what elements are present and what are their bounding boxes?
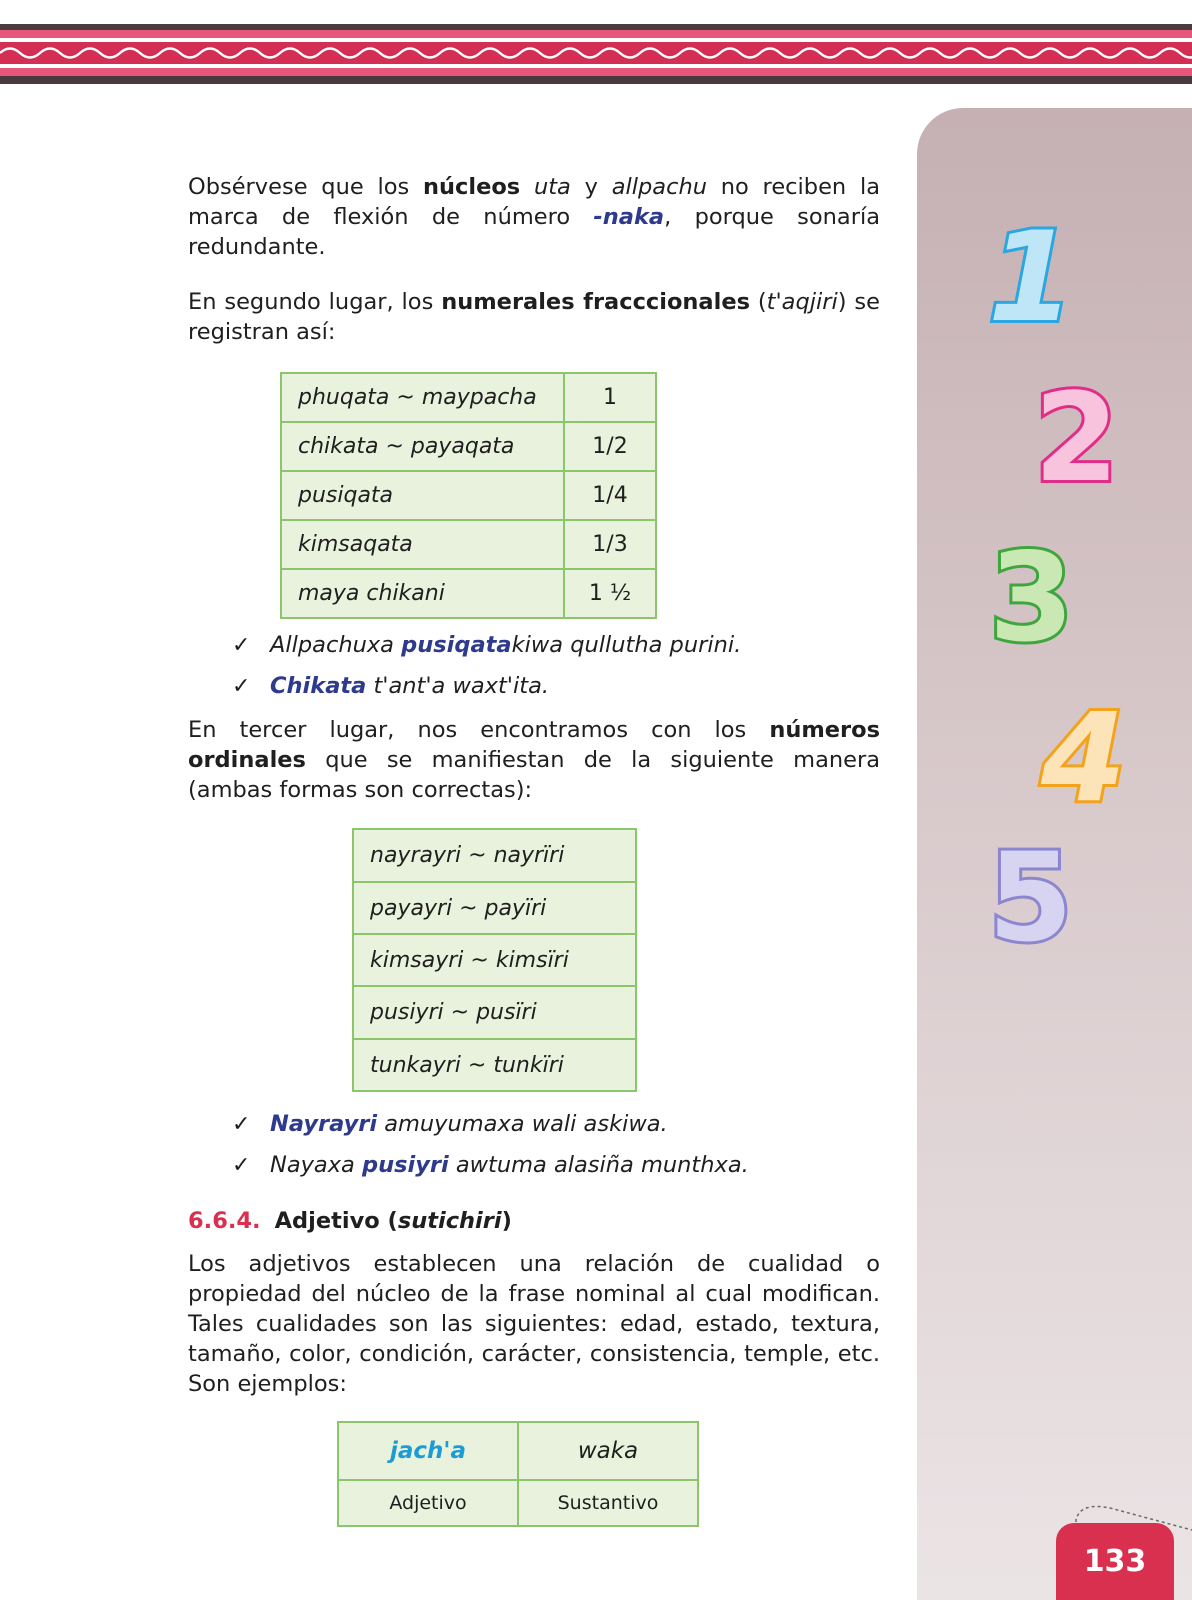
- section-number: 6.6.4.: [188, 1208, 261, 1234]
- table-cell: pusiqata: [281, 471, 564, 520]
- table-cell: maya chikani: [281, 569, 564, 618]
- text: awtuma alasiña munthxa.: [448, 1152, 749, 1178]
- table-cell: 1/3: [564, 520, 656, 569]
- paragraph-fraccionales: [188, 287, 880, 347]
- table-row: [353, 1039, 636, 1091]
- italic-term: allpachu: [611, 174, 707, 200]
- text: Nayaxa: [270, 1152, 362, 1178]
- paragraph-ordinales: [188, 715, 880, 805]
- table-cell: phuqata ~ maypacha: [281, 373, 564, 422]
- table-row: [281, 569, 656, 618]
- table-cell: tunkayri ~ tunkïri: [353, 1039, 636, 1091]
- section-title-text: Adjetivo (: [274, 1208, 398, 1234]
- highlight-term: pusiyri: [361, 1152, 449, 1178]
- main-content: [188, 172, 880, 1527]
- table-cell: nayrayri ~ nayrïri: [353, 829, 636, 882]
- check-icon: ✓: [232, 674, 251, 699]
- text: (: [749, 289, 767, 315]
- table-row: [353, 829, 636, 882]
- table-cell: chikata ~ payaqata: [281, 422, 564, 471]
- section-heading: [188, 1208, 880, 1234]
- list-item: [188, 1104, 880, 1145]
- examples-list-fractions: [188, 625, 880, 707]
- table-cell: [338, 1422, 518, 1480]
- table-cell: Adjetivo: [338, 1480, 518, 1526]
- check-icon: ✓: [232, 633, 251, 658]
- table-row: [281, 471, 656, 520]
- table-row: [281, 520, 656, 569]
- check-icon: ✓: [232, 1153, 251, 1178]
- table-row: [353, 882, 636, 934]
- table-cell: pusiyri ~ pusïri: [353, 986, 636, 1039]
- text: En tercer lugar, nos encontramos con los: [188, 717, 770, 743]
- table-cell: kimsaqata: [281, 520, 564, 569]
- section-title-italic: sutichiri: [397, 1208, 502, 1234]
- sidebar-number-2: [1030, 367, 1130, 510]
- table-row: [338, 1480, 698, 1526]
- paragraph-adjetivos: Los adjetivos establecen una relación de cualidad o propiedad del núcleo de la frase nominal al cual modifican. Tales cualidades son las siguientes: edad, estado, textura, tamaño, color, condición, carácter, consistencia, temple, etc. Son ejemplos:: [188, 1251, 880, 1397]
- highlight-term: Chikata: [270, 673, 367, 699]
- bold-term: números ordinales: [188, 717, 880, 773]
- page-number: 133: [1083, 1544, 1147, 1579]
- noun-word: waka: [577, 1438, 639, 1464]
- table-cell: 1: [564, 373, 656, 422]
- italic-term: uta: [533, 174, 571, 200]
- table-cell: 1 ½: [564, 569, 656, 618]
- highlight-term: Nayrayri: [270, 1111, 378, 1137]
- text: Allpachuxa: [270, 632, 402, 658]
- sidebar-number-5: [984, 827, 1084, 970]
- highlight-term: pusiqata: [401, 632, 512, 658]
- ordinals-table: [352, 828, 637, 1092]
- table-row: [281, 373, 656, 422]
- table-cell: 1/4: [564, 471, 656, 520]
- text: kiwa qullutha purini.: [511, 632, 742, 658]
- svg-text:4: 4: [1041, 687, 1126, 829]
- table-cell: [518, 1422, 698, 1480]
- svg-text:3: 3: [989, 527, 1074, 669]
- sidebar-number-1: [984, 206, 1075, 350]
- text: t'ant'a waxt'ita.: [366, 673, 550, 699]
- text: y: [570, 174, 612, 200]
- text: que se manifiestan de la siguiente manera (ambas formas son correctas):: [188, 747, 880, 803]
- text: amuyumaxa wali askiwa.: [377, 1111, 668, 1137]
- text: no reciben la marca de flexión de número: [188, 174, 880, 230]
- sidebar-number-4: [1037, 687, 1137, 830]
- table-cell: 1/2: [564, 422, 656, 471]
- text: Obsérvese que los: [188, 174, 423, 200]
- bold-term: numerales fracccionales: [441, 289, 750, 315]
- table-cell: Sustantivo: [518, 1480, 698, 1526]
- paragraph-nucleos: [188, 172, 880, 262]
- adjective-word: jach'a: [390, 1438, 466, 1464]
- woven-border-band: [0, 24, 1192, 84]
- list-item: [188, 625, 880, 666]
- sidebar-number-3: [985, 527, 1085, 670]
- page-number-badge: [1056, 1523, 1174, 1600]
- text: En segundo lugar, los: [188, 289, 442, 315]
- section-title-text: ): [501, 1208, 512, 1234]
- table-cell: payayri ~ payïri: [353, 882, 636, 934]
- examples-list-ordinals: [188, 1104, 880, 1186]
- table-cell: kimsayri ~ kimsïri: [353, 934, 636, 986]
- italic-term: t'aqjiri: [766, 289, 838, 315]
- table-row: [353, 934, 636, 986]
- text: [520, 174, 534, 200]
- check-icon: ✓: [232, 1112, 251, 1137]
- table-row: [281, 422, 656, 471]
- list-item: [188, 666, 880, 707]
- text: , porque sonaría redundante.: [188, 204, 880, 260]
- svg-text:2: 2: [1034, 367, 1119, 509]
- suffix-term: -naka: [593, 204, 665, 230]
- adjective-example-table: [337, 1421, 699, 1527]
- fractions-table: [280, 372, 657, 619]
- svg-text:5: 5: [988, 827, 1073, 969]
- bold-term: núcleos: [422, 174, 521, 200]
- table-row: [338, 1422, 698, 1480]
- text: ) se registran así:: [188, 289, 880, 345]
- svg-text:1: 1: [988, 206, 1075, 350]
- list-item: [188, 1145, 880, 1186]
- table-row: [353, 986, 636, 1039]
